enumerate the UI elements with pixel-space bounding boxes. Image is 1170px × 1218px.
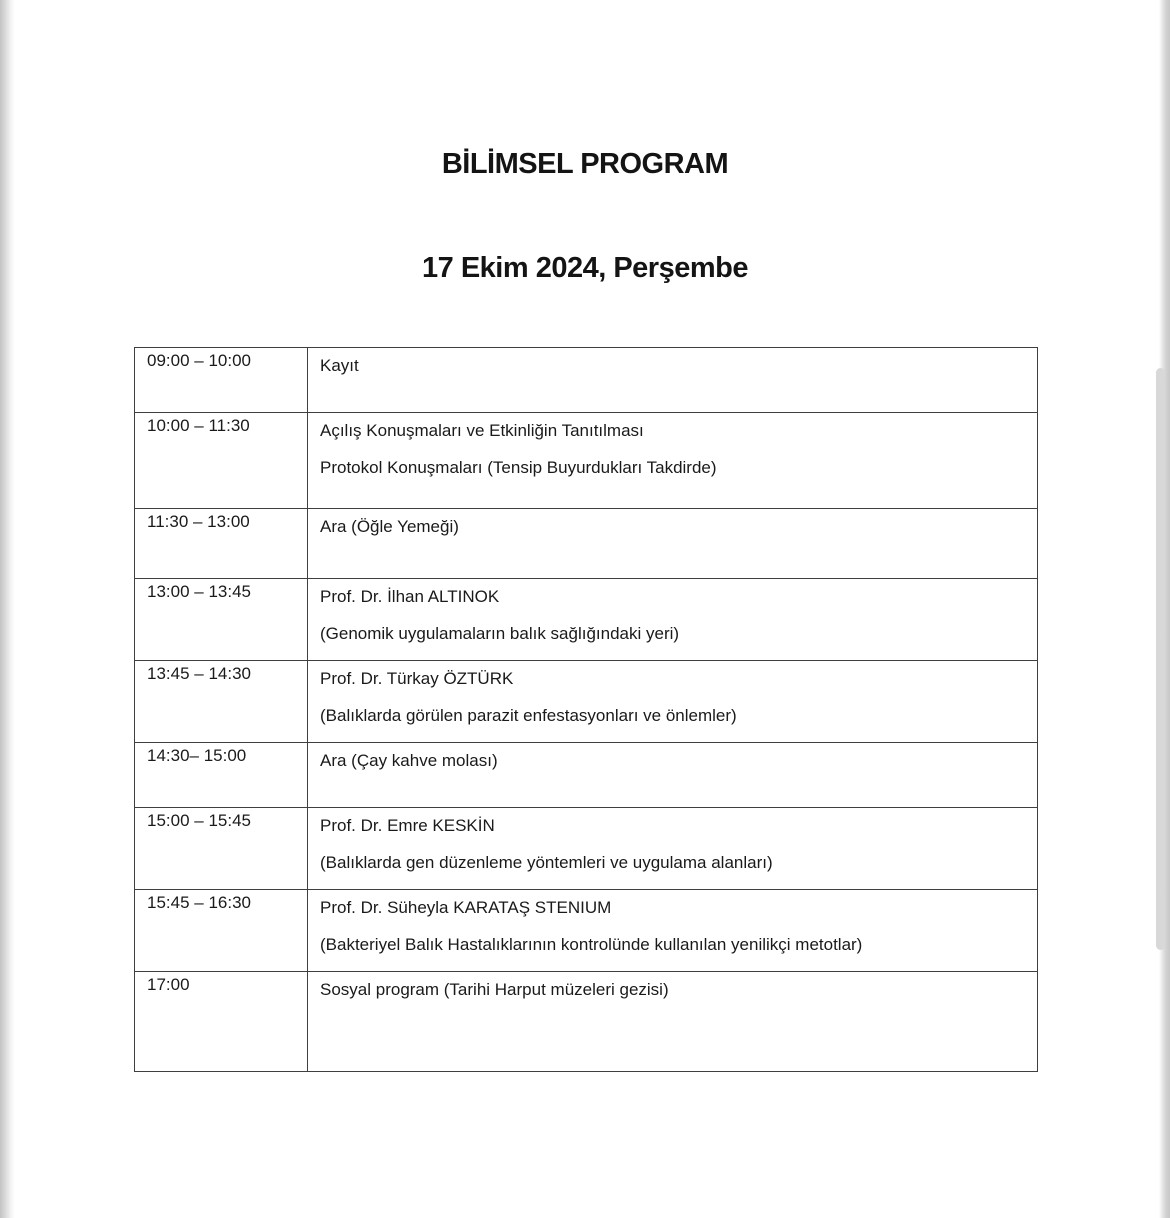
description-line: Prof. Dr. Süheyla KARATAŞ STENIUM: [320, 898, 612, 917]
time-cell: 13:45 – 14:30: [135, 661, 308, 743]
time-cell: 15:45 – 16:30: [135, 890, 308, 972]
time-cell: 14:30– 15:00: [135, 743, 308, 808]
description-line: Ara (Çay kahve molası): [320, 751, 498, 770]
description-cell: [308, 743, 1038, 808]
description-line: (Balıklarda görülen parazit enfestasyonları ve önlemler): [320, 706, 737, 725]
table-row: [135, 972, 1038, 1072]
description-line: Prof. Dr. Emre KESKİN: [320, 816, 495, 835]
description-line: Prof. Dr. Türkay ÖZTÜRK: [320, 669, 514, 688]
schedule-table-body: [135, 348, 1038, 1072]
table-row: [135, 743, 1038, 808]
description-line: Sosyal program (Tarihi Harput müzeleri gezisi): [320, 980, 669, 999]
time-cell: 11:30 – 13:00: [135, 509, 308, 579]
table-row: [135, 808, 1038, 890]
time-cell: 09:00 – 10:00: [135, 348, 308, 413]
description-cell: [308, 579, 1038, 661]
table-row: [135, 413, 1038, 509]
description-cell: [308, 890, 1038, 972]
time-cell: 13:00 – 13:45: [135, 579, 308, 661]
table-row: [135, 509, 1038, 579]
time-cell: 17:00: [135, 972, 308, 1072]
program-schedule-table: [134, 347, 1038, 1072]
description-line: (Genomik uygulamaların balık sağlığındaki yeri): [320, 624, 680, 643]
table-row: [135, 890, 1038, 972]
description-line: Kayıt: [320, 356, 359, 375]
description-line: Ara (Öğle Yemeği): [320, 517, 459, 536]
time-cell: 15:00 – 15:45: [135, 808, 308, 890]
description-line: (Bakteriyel Balık Hastalıklarının kontrolünde kullanılan yenilikçi metotlar): [320, 935, 863, 954]
time-cell: 10:00 – 11:30: [135, 413, 308, 509]
table-row: [135, 348, 1038, 413]
date-heading: 17 Ekim 2024, Perşembe: [422, 252, 748, 284]
table-row: [135, 579, 1038, 661]
description-line: (Balıklarda gen düzenleme yöntemleri ve uygulama alanları): [320, 853, 773, 872]
description-line: Açılış Konuşmaları ve Etkinliğin Tanıtılması: [320, 421, 644, 440]
description-cell: [308, 808, 1038, 890]
table-row: [135, 661, 1038, 743]
description-line: Protokol Konuşmaları (Tensip Buyurdukları Takdirde): [320, 458, 717, 477]
description-line: Prof. Dr. İlhan ALTINOK: [320, 587, 500, 606]
description-cell: [308, 972, 1038, 1072]
description-cell: [308, 348, 1038, 413]
description-cell: [308, 661, 1038, 743]
vertical-scrollbar-thumb[interactable]: [1156, 368, 1165, 950]
description-cell: [308, 509, 1038, 579]
description-cell: [308, 413, 1038, 509]
left-page-edge-gutter: [0, 0, 15, 1218]
page-title: BİLİMSEL PROGRAM: [441, 148, 729, 180]
